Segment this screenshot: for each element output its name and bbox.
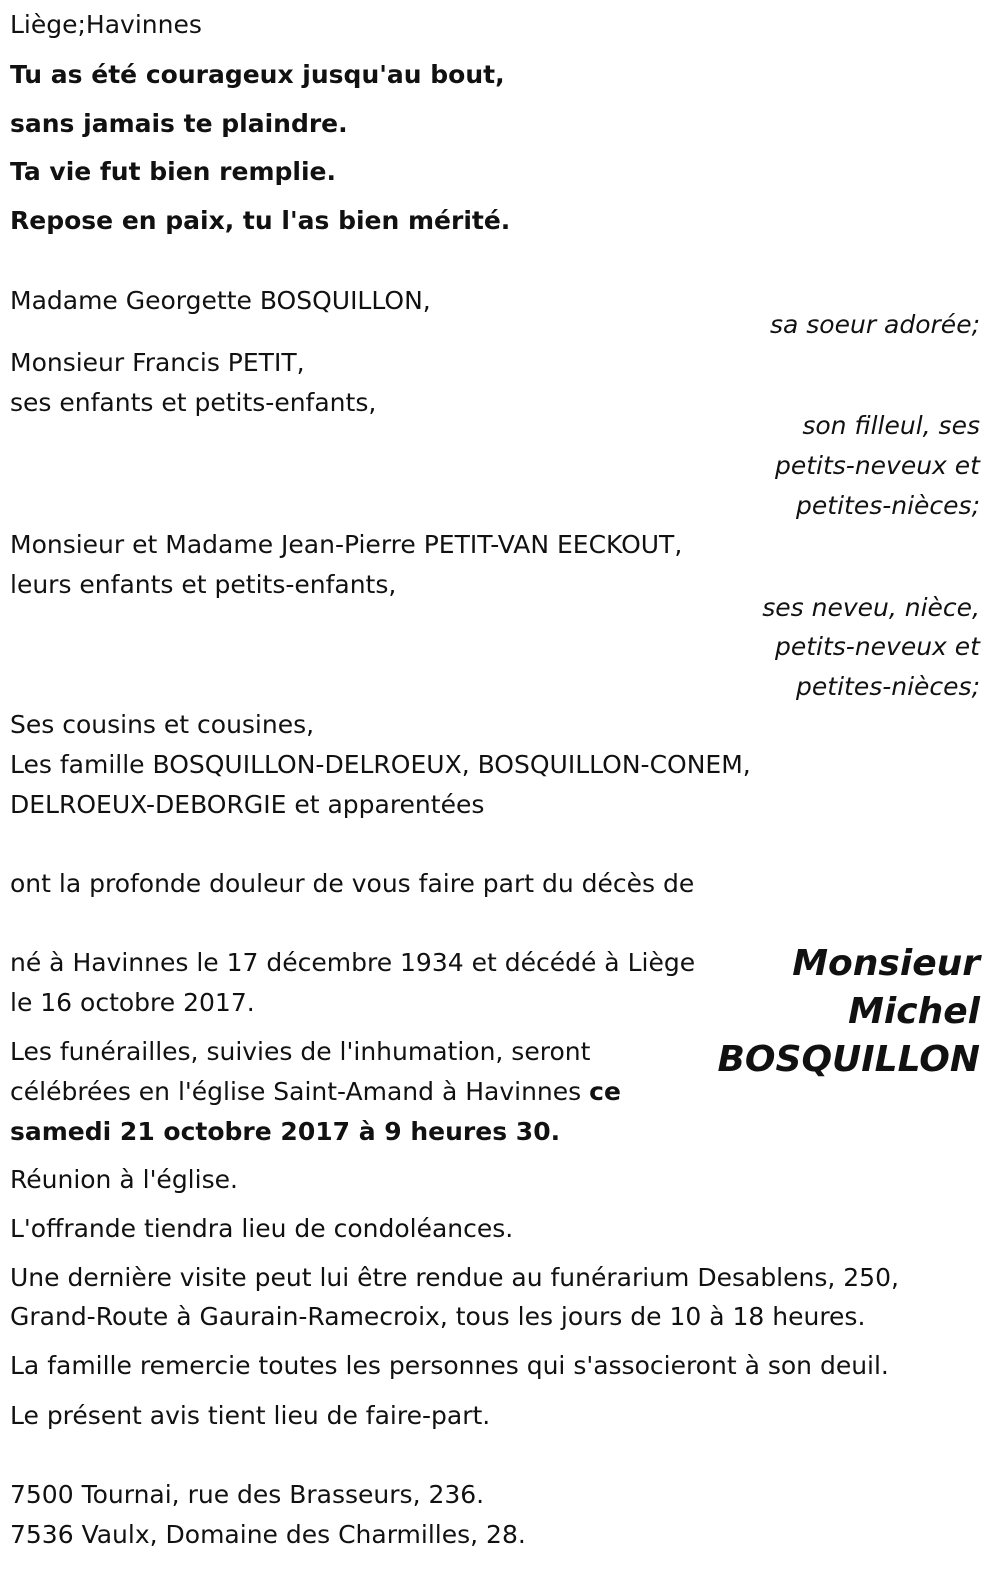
- funeral-location: célébrées en l'église Saint-Amand à Havinnes: [10, 1077, 590, 1106]
- family-sister-name: Madame Georgette BOSQUILLON,: [10, 286, 431, 315]
- funeral-line-2: [10, 1072, 621, 1112]
- visit-line-2: Grand-Route à Gaurain-Ramecroix, tous les jours de 10 à 18 heures.: [10, 1302, 866, 1331]
- funeral-date-start: ce: [589, 1077, 621, 1106]
- poem-line-2: sans jamais te plaindre.: [10, 109, 348, 138]
- birth-death-line-2: le 16 octobre 2017.: [10, 988, 255, 1017]
- family-godson-relation-2: petits-neveux et: [774, 451, 980, 480]
- family-cousins-line-2: Les famille BOSQUILLON-DELROEUX, BOSQUILLON-CONEM,: [10, 750, 751, 779]
- family-nephew-relation-2: petits-neveux et: [774, 632, 980, 661]
- family-nephew-descendants: leurs enfants et petits-enfants,: [10, 570, 397, 599]
- family-cousins-line-3: DELROEUX-DEBORGIE et apparentées: [10, 790, 485, 819]
- announcement-text: ont la profonde douleur de vous faire part du décès de: [10, 869, 695, 898]
- family-nephew-relation-3: petites-nièces;: [796, 672, 980, 701]
- family-godson-name: Monsieur Francis PETIT,: [10, 348, 305, 377]
- family-godson-relation-3: petites-nièces;: [796, 491, 980, 520]
- poem-line-1: Tu as été courageux jusqu'au bout,: [10, 60, 505, 89]
- family-godson-relation-1: son filleul, ses: [802, 411, 980, 440]
- funeral-line-1: Les funérailles, suivies de l'inhumation, seront: [10, 1037, 591, 1066]
- visit-line-1: Une dernière visite peut lui être rendue au funérarium Desablens, 250,: [10, 1263, 899, 1292]
- meeting-text: Réunion à l'église.: [10, 1165, 238, 1194]
- notice-text: Le présent avis tient lieu de faire-part.: [10, 1401, 491, 1430]
- location-header: Liège;Havinnes: [10, 10, 202, 39]
- birth-death-line-1: né à Havinnes le 17 décembre 1934 et décédé à Liège: [10, 948, 696, 977]
- family-sister-relation: sa soeur adorée;: [769, 310, 980, 339]
- thanks-text: La famille remercie toutes les personnes qui s'associeront à son deuil.: [10, 1351, 889, 1380]
- deceased-last-name: BOSQUILLON: [717, 1039, 980, 1080]
- family-nephew-name: Monsieur et Madame Jean-Pierre PETIT-VAN EECKOUT,: [10, 530, 683, 559]
- family-nephew-relation-1: ses neveu, nièce,: [762, 593, 980, 622]
- poem-line-3: Ta vie fut bien remplie.: [10, 157, 337, 186]
- poem-line-4: Repose en paix, tu l'as bien mérité.: [10, 206, 511, 235]
- address-2: 7536 Vaulx, Domaine des Charmilles, 28.: [10, 1520, 526, 1549]
- deceased-first-name: Michel: [848, 991, 980, 1032]
- funeral-date: samedi 21 octobre 2017 à 9 heures 30.: [10, 1117, 561, 1146]
- offering-text: L'offrande tiendra lieu de condoléances.: [10, 1214, 514, 1243]
- family-godson-descendants: ses enfants et petits-enfants,: [10, 388, 377, 417]
- family-cousins-line-1: Ses cousins et cousines,: [10, 710, 315, 739]
- address-1: 7500 Tournai, rue des Brasseurs, 236.: [10, 1480, 485, 1509]
- deceased-title: Monsieur: [792, 943, 980, 984]
